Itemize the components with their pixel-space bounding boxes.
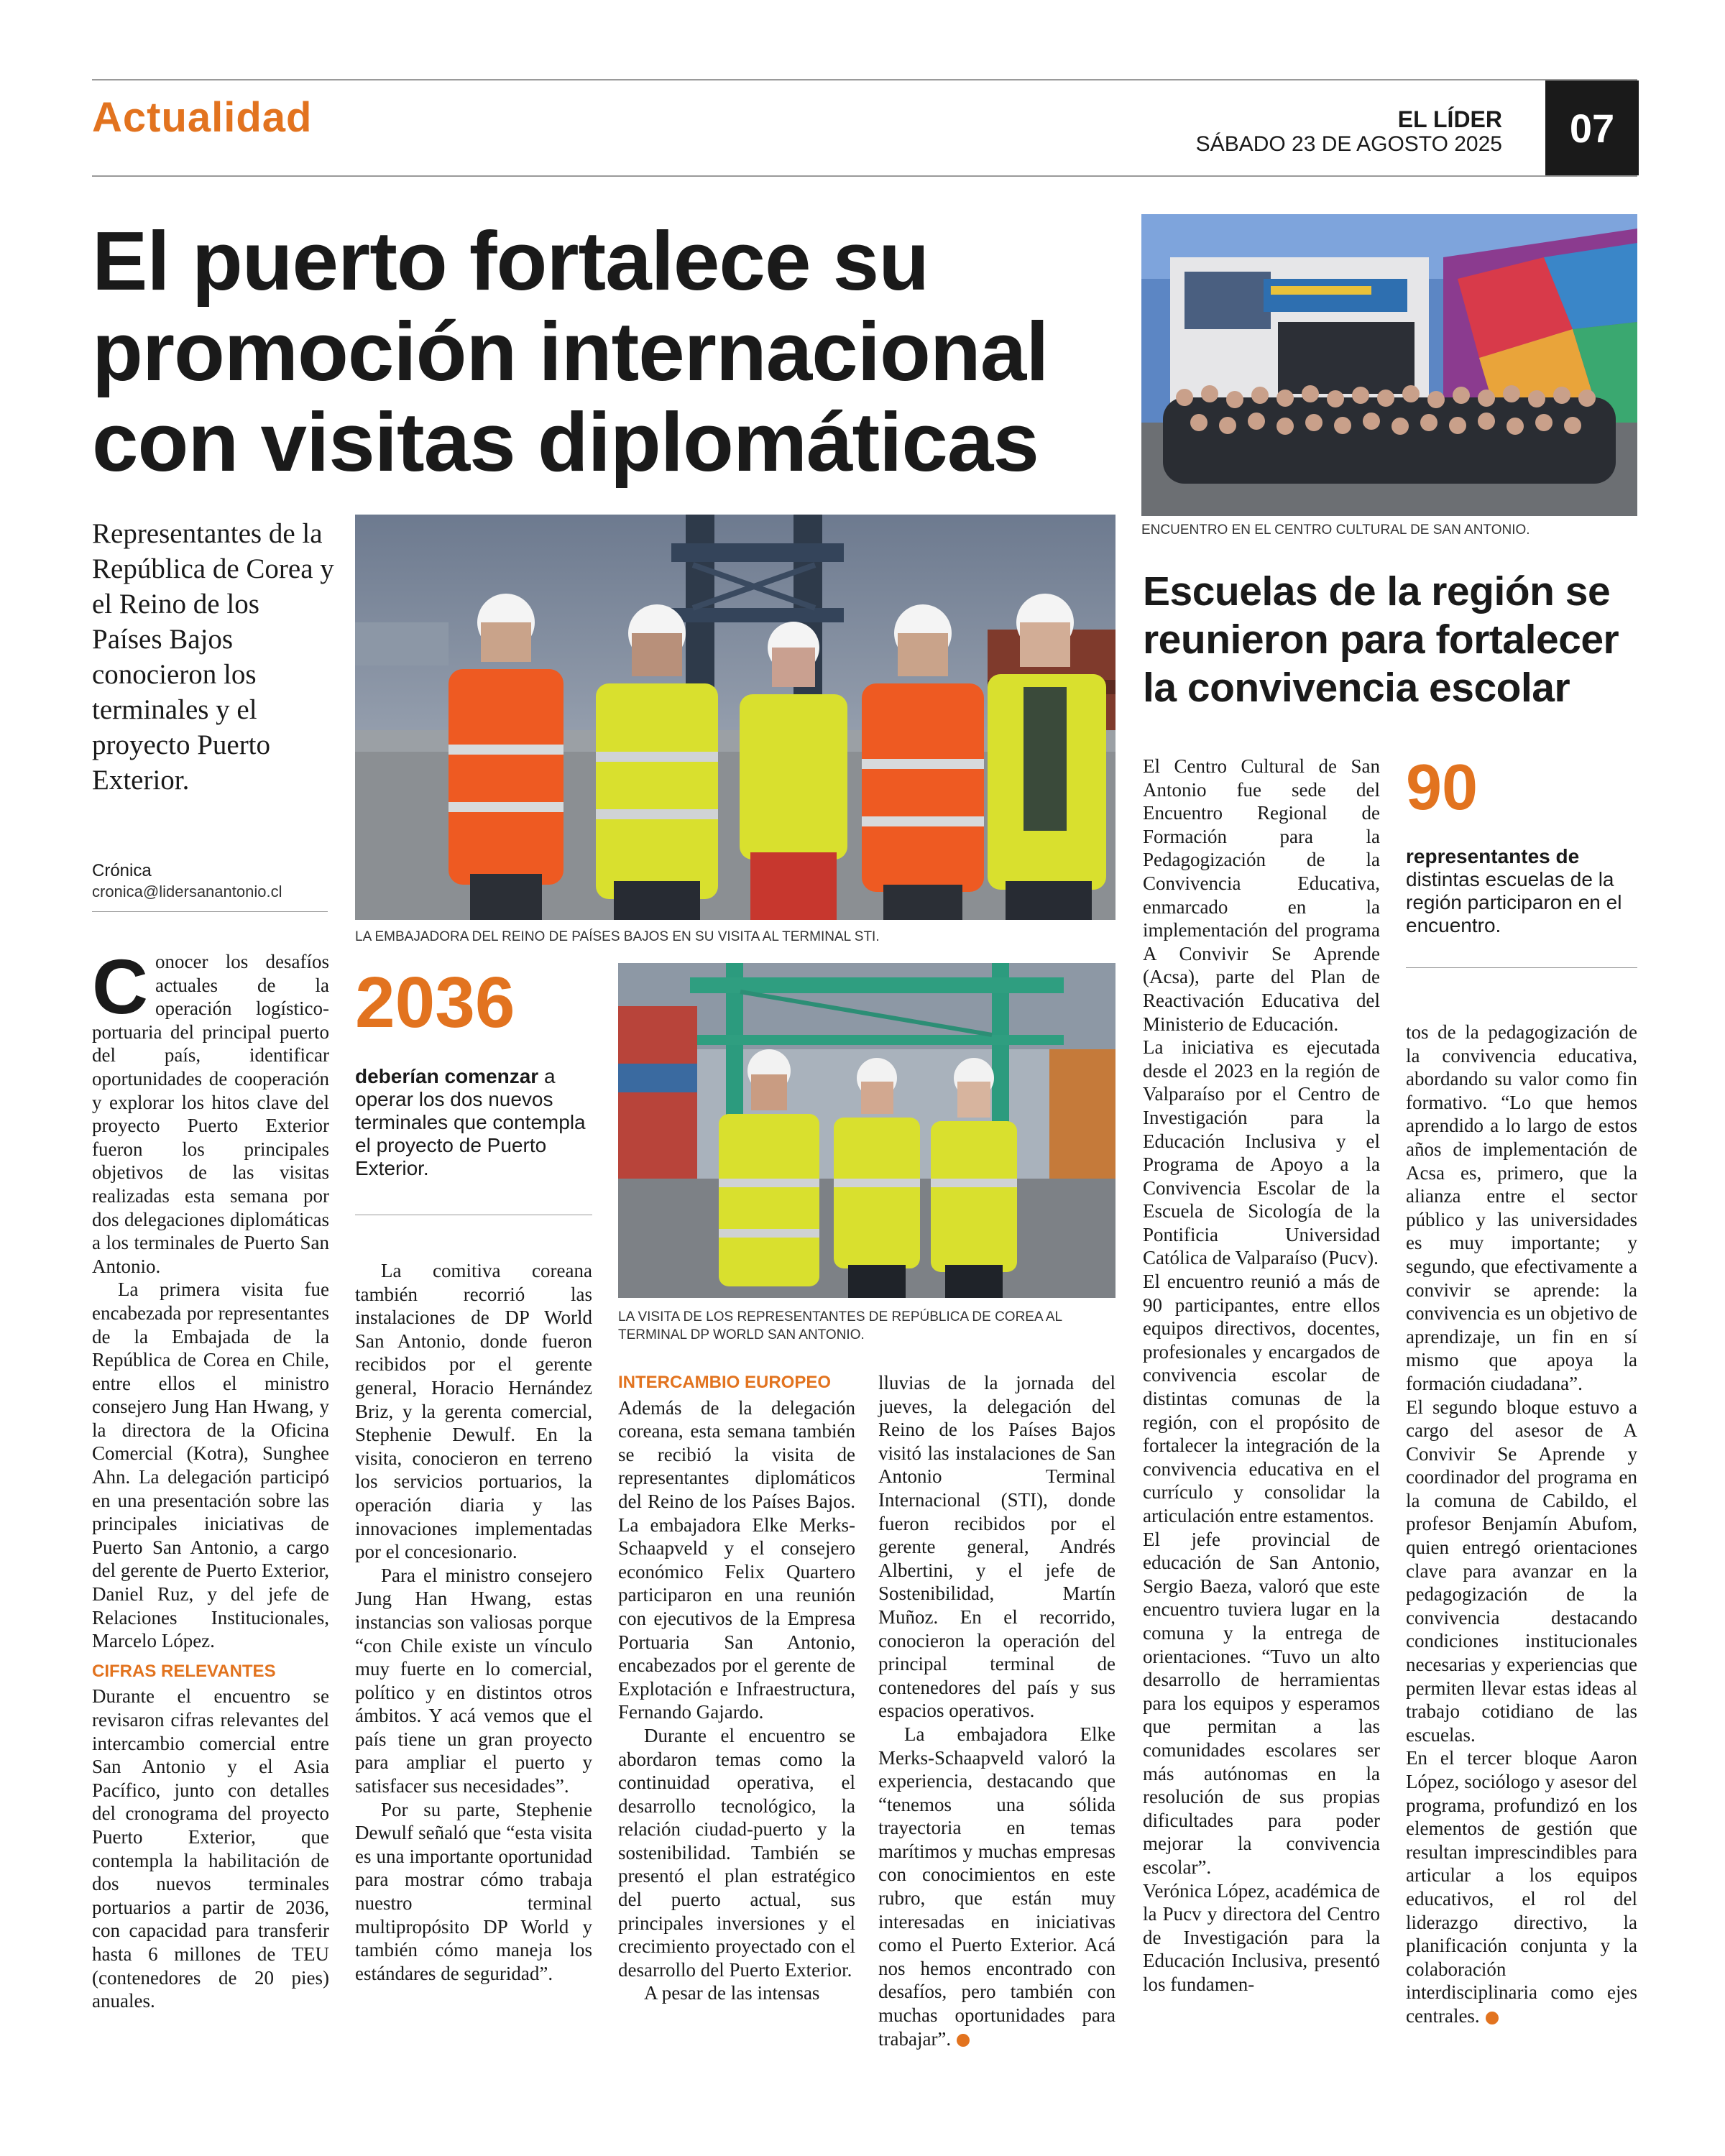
top-rule <box>92 79 1637 80</box>
side-column-1 <box>1143 755 1380 1996</box>
main-column-1 <box>92 943 329 2013</box>
side-col1-para-3: El encuentro reunió a más de 90 participantes, entre ellos equipos directivos, docentes, profesionales y encargados de convivencia escolar de distintas comunas de la región, con el propósito de fortalecer la integración de la convivencia educativa en el currículo y consolidar la articulación entre estamentos. <box>1143 1271 1380 1526</box>
stat-90-number: 90 <box>1406 752 1478 824</box>
side-col1-para-2: La iniciativa es ejecutada desde el 2023 en la región de Valparaíso por el Centro de Investigación para la Educación Inclusiva y el Programa de Apoyo a la Convivencia Escolar de la Escuela de Sicología de la Pontificia Universidad Católica de Valparaíso (Pucv). <box>1143 1036 1380 1269</box>
main-col3-para-2: Durante el encuentro se abordaron temas como la continuidad operativa, el desarrollo tecnológico, la relación ciudad-puerto y la sostenibilidad. También se presentó el plan estratégico del puerto actual, sus principales inversiones y el crecimiento proyectado con el desarrollo del Puerto Exterior. <box>618 1724 855 1981</box>
photo-cultural-center <box>1141 214 1637 516</box>
subhead-intercambio: INTERCAMBIO EUROPEO <box>618 1373 832 1392</box>
main-column-4 <box>878 1371 1116 2050</box>
main-col2-para-2: Para el ministro consejero Jung Han Hwang, estas instancias son valiosas porque “con Chile existe un vínculo muy fuerte en lo comercial, político y en distintos otros ámbitos. Y acá vemos que el país tiene un gran proyecto para ampliar el puerto y satisfacer sus necesidades”. <box>355 1564 592 1797</box>
main-column-3 <box>618 1371 855 2005</box>
main-headline: El puerto fortalece su promoción internacional con visitas diplomáticas <box>92 214 1049 489</box>
stat-90-rest: distintas escuelas de la región participaron en el encuentro. <box>1406 868 1622 936</box>
side-col2-para-3-text: En el tercer bloque Aaron López, sociólogo y asesor del programa, profundizó en los elementos de gestión que resultan imprescindibles para articular a los equipos educativos, el rol del liderazgo directivo, la planificación conjunta y la colaboración interdisciplinaria como ejes centrales. <box>1406 1747 1637 2027</box>
side-col1-para-5: Verónica López, académica de la Pucv y directora del Centro de Investigación para la Educación Inclusiva, presentó los fundamen- <box>1143 1879 1380 1995</box>
main-col3-para-3: A pesar de las intensas <box>644 1982 820 2004</box>
publication-date: SÁBADO 23 DE AGOSTO 2025 <box>1195 132 1502 156</box>
main-col2-para-1: La comitiva coreana también recorrió las instalaciones de DP World San Antonio, donde fueron recibidos por el gerente general, Horacio Hernández Briz, y la gerenta comercial, Stephenie Dewulf. En la visita, conocieron en terreno los servicios portuarios, la operación diaria y las innovaciones implementadas por el concesionario. <box>355 1260 592 1563</box>
main-col1-para-3: Durante el encuentro se revisaron cifras relevantes del intercambio comercial entre San Antonio y el Asia Pacífico, junto con detalles del cronograma del proyecto Puerto Exterior, que contempla la habilitación de dos nuevos terminales portuarios a partir de 2036, con capacidad para transferir hasta 6 millones de TEU (contenedores de 20 pies) anuales. <box>92 1685 329 2012</box>
side-col1-para-1: El Centro Cultural de San Antonio fue sede del Encuentro Regional de Formación para la Pedagogización de la Convivencia Educativa, enmarcado en la implementación del programa A Convivir Se Aprende (Acsa), parte del Plan de Reactivación Educativa del Ministerio de Educación. <box>1143 755 1380 1035</box>
byline-email: cronica@lidersanantonio.cl <box>92 883 282 900</box>
photo-netherlands-caption: LA EMBAJADORA DEL REINO DE PAÍSES BAJOS EN SU VISITA AL TERMINAL STI. <box>355 929 880 944</box>
side-col2-para-2: El segundo bloque estuvo a cargo del asesor de A Convivir Se Aprende y coordinador del programa en la comuna de Cabildo, el profesor Benjamín Abufom, quien entregó orientaciones clave para avanzar en la pedagogización de la convivencia destacando condiciones institucionales necesarias y experiencias que permiten llevar estas ideas al trabajo cotidiano de las escuelas. <box>1406 1396 1637 1746</box>
section-label: Actualidad <box>92 94 313 141</box>
main-col4-para-2 <box>878 1723 1116 2050</box>
photo-cultural-center-caption: ENCUENTRO EN EL CENTRO CULTURAL DE SAN ANTONIO. <box>1141 522 1530 538</box>
main-col4-para-1: lluvias de la jornada del jueves, la delegación del Reino de los Países Bajos visitó las instalaciones de San Antonio Terminal Internacional (STI), donde fueron recibidos por el gerente general, Andrés Albertini, y el jefe de Sostenibilidad, Martín Muñoz. En el recorrido, conocieron la operación del principal terminal de contenedores del país y sus espacios operativos. <box>878 1372 1116 1722</box>
publication-name: EL LÍDER <box>1397 106 1502 132</box>
main-column-2 <box>355 1259 592 1985</box>
byline-name: Crónica <box>92 861 152 880</box>
stat-2036-number: 2036 <box>355 962 515 1043</box>
stat-90-bold: representantes de <box>1406 845 1580 867</box>
subhead-cifras: CIFRAS RELEVANTES <box>92 1661 276 1681</box>
main-col2-para-3: Por su parte, Stephenie Dewulf señaló que “esta visita es una importante oportunidad para mostrar cómo trabaja nuestro terminal multipropósito DP World y también cómo maneja los estándares de seguridad”. <box>355 1798 592 1984</box>
side-col2-para-3 <box>1406 1746 1637 2027</box>
photo-netherlands-visit <box>355 515 1116 920</box>
side-col2-para-1: tos de la pedagogización de la convivencia educativa, abordando su valor como fin formativo. “Lo que hemos aprendido a lo largo de estos años de implementación de Acsa es, primero, que la alianza entre el sector público y las universidades es muy importante; y segundo, que efectivamente a convivir se aprende: la convivencia es un objetivo de aprendizaje, un fin en sí mismo que apoya la formación ciudadana”. <box>1406 1021 1637 1394</box>
side-column-2 <box>1406 1021 1637 2028</box>
main-col1-para-1-text: onocer los desafíos actuales de la operación logístico-portuaria del principal puerto del país, identificar oportunidades de cooperación y explorar los hitos clave del proyecto Puerto Exterior fueron los principales objetivos de las visitas realizadas esta semana por dos delegaciones diplomáticas a los terminales de Puerto San Antonio. <box>92 951 329 1277</box>
main-col3-para-1: Además de la delegación coreana, esta semana también se recibió la visita de representantes diplomáticos del Reino de los Países Bajos. La embajadora Elke Merks-Schaapveld y el consejero económico Felix Quartero participaron en una reunión con ejecutivos de la Empresa Portuaria San Antonio, encabezados por el gerente de Explotación e Infraestructura, Fernando Gajardo. <box>618 1396 855 1723</box>
stat-2036-text <box>355 1065 592 1180</box>
byline-rule <box>92 911 328 912</box>
end-mark-icon <box>1486 2012 1499 2024</box>
photo-korea-visit <box>618 963 1116 1298</box>
drop-cap: C <box>92 943 148 1030</box>
stat-90-text <box>1406 845 1636 937</box>
header-rule <box>92 175 1637 177</box>
main-col1-para-2: La primera visita fue encabezada por representantes de la Embajada de la República de Corea en Chile, entre ellos el ministro consejero Jung Han Hwang, y la directora de la Oficina Comercial (Kotra), Sunghee Ahn. La delegación participó en una presentación sobre las principales iniciativas de Puerto San Antonio, a cargo del gerente de Puerto Exterior, Daniel Ruz, y del jefe de Relaciones Institucionales, Marcelo López. <box>92 1279 329 1652</box>
photo-korea-caption: LA VISITA DE LOS REPRESENTANTES DE REPÚBLICA DE COREA AL TERMINAL DP WORLD SAN ANTONIO. <box>618 1309 1062 1342</box>
stat-2036-rest: a operar los dos nuevos terminales que contempla el proyecto de Puerto Exterior. <box>355 1065 586 1179</box>
main-col1-para-1 <box>92 943 329 1278</box>
side-col1-para-4: El jefe provincial de educación de San Antonio, Sergio Baeza, valoró que este encuentro tuviera lugar en la comuna y la entrega de orientaciones. “Tuvo un alto desarrollo de herramientas para los equipos y esperamos que permitan a las comunidades escolares ser más autónomas en la resolución de sus propias dificultades para poder mejorar la convivencia escolar”. <box>1143 1528 1380 1878</box>
stat-90-rule <box>1406 967 1637 968</box>
stat-2036-bold: deberían comenzar <box>355 1065 539 1087</box>
side-headline: Escuelas de la región se reunieron para fortalecer la convivencia escolar <box>1143 568 1619 711</box>
page-number: 07 <box>1545 80 1639 175</box>
end-mark-icon <box>957 2034 970 2047</box>
main-deck: Representantes de la República de Corea y el Reino de los Países Bajos conocieron los terminales y el proyecto Puerto Exterior. <box>92 518 334 796</box>
main-col4-para-2-text: La embajadora Elke Merks-Schaapveld valoró la experiencia, destacando que “tenemos una sólida trayectoria en temas marítimos y muchas empresas con conocimientos en este rubro, que están muy interesadas en iniciativas como el Puerto Exterior. Acá nos hemos encontrado con desafíos, pero también con muchas oportunidades para trabajar”. <box>878 1723 1116 2050</box>
